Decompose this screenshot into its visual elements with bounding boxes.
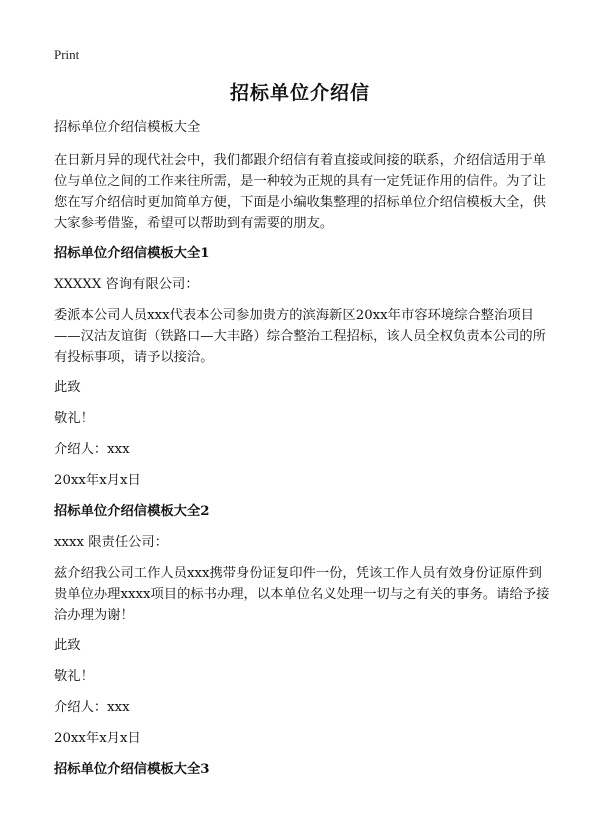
template-section-2 xyxy=(54,501,552,749)
date-line: 20xx年x月x日 xyxy=(54,473,141,488)
document-title: 招标单位介绍信 xyxy=(229,82,370,104)
introducer-line: 介绍人：xxx xyxy=(54,442,130,457)
document-body xyxy=(54,117,552,790)
template-section-3 xyxy=(54,759,552,780)
recipient-line: XXXXX 咨询有限公司： xyxy=(54,277,199,292)
print-link[interactable]: Print xyxy=(54,47,80,62)
date-line: 20xx年x月x日 xyxy=(54,731,141,746)
letter-body: 委派本公司人员xxx代表本公司参加贵方的滨海新区20xx年市容环境综合整治项目——汉沽友谊街（铁路口—大丰路）综合整治工程招标，该人员全权负责本公司的所有投标事项，请予以接洽。 xyxy=(54,308,546,365)
template-section-1 xyxy=(54,243,552,491)
section-heading: 招标单位介绍信模板大全3 xyxy=(54,762,210,777)
closing-line: 此致 xyxy=(54,638,81,653)
intro-paragraph: 在日新月异的现代社会中，我们都跟介绍信有着直接或间接的联系，介绍信适用于单位与单位之间的工作来往所需，是一种较为正规的具有一定凭证作用的信件。为了让您在写介绍信时更加简单方便，下面是小编收集整理的招标单位介绍信模板大全，供大家参考借鉴，希望可以帮助到有需要的朋友。 xyxy=(54,153,546,231)
section-heading: 招标单位介绍信模板大全1 xyxy=(54,246,210,261)
section-heading: 招标单位介绍信模板大全2 xyxy=(54,504,210,519)
recipient-line: xxxx 限责任公司： xyxy=(54,535,169,550)
salutation-line: 敬礼！ xyxy=(54,669,94,684)
letter-body: 兹介绍我公司工作人员xxx携带身份证复印件一份，凭该工作人员有效身份证原件到贵单位办理xxxx项目的标书办理，以本单位名义处理一切与之有关的事务。请给予接洽办理为谢！ xyxy=(54,566,550,623)
closing-line: 此致 xyxy=(54,380,81,395)
document-subtitle: 招标单位介绍信模板大全 xyxy=(54,120,201,135)
salutation-line: 敬礼！ xyxy=(54,411,94,426)
introducer-line: 介绍人：xxx xyxy=(54,700,130,715)
